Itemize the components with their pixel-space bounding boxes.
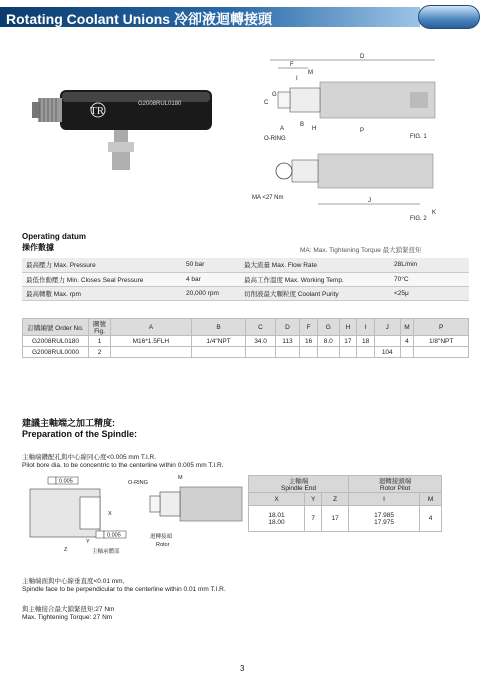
product-photo	[28, 78, 228, 178]
dim-label-p: P	[360, 128, 365, 134]
dim-label-a: A	[280, 126, 285, 132]
fig1-caption: FIG. 1	[410, 134, 427, 140]
rotor-label-zh: 迴轉接頭	[150, 534, 173, 540]
spindle-title-zh: 建議主軸端之加工精度:	[22, 418, 115, 428]
table-row: 18.01 18.00 7 17 17.985 17.975 4	[249, 506, 442, 532]
torque-note: MA: Max. Tightening Torque 最大鎖緊扭矩	[300, 247, 422, 254]
dim-label-y: Y	[86, 539, 90, 545]
oring-label-2: O-RING	[128, 480, 148, 486]
spindle-line2-en: Spindle face to be perpendicular to the centerline within 0.01 mm T.I.R.	[22, 586, 226, 593]
spindle-body-label: 主軸承體部	[92, 549, 120, 555]
spindle-line1-zh: 主軸端鑽配孔與中心線同心度<0.005 mm T.I.R.	[22, 454, 157, 461]
spindle-drawing	[20, 475, 245, 555]
brand-logo: TR	[90, 105, 105, 117]
table-row: 最高壓力 Max. Pressure 50 bar 最大流量 Max. Flow Rate 28L/min	[22, 258, 469, 272]
dim-label-j: J	[368, 198, 371, 204]
dim-label-b: B	[300, 122, 305, 128]
operating-title-zh: 操作數據	[22, 243, 54, 252]
dim-label-h: H	[312, 126, 317, 132]
product-label: G2008RUL0180	[138, 101, 182, 107]
dim-label-g: G	[272, 92, 277, 98]
tolerance-value-2: 0.005	[107, 532, 121, 539]
table-row: G2008RUL0180 1 M16*1.5FLH 1/4"NPT 34.0 113 16 8.0 17 18 4 1/8"NPT	[23, 336, 469, 347]
page-number: 3	[240, 664, 245, 673]
m-label: M	[178, 475, 183, 481]
spindle-line3-zh: 與主軸接合最大鎖緊扭矩:27 Nm	[22, 606, 115, 613]
page-header	[0, 4, 491, 30]
operating-table	[22, 258, 469, 301]
order-table	[22, 318, 469, 358]
table-row: 最低作動壓力 Min. Closes Seal Pressure 4 bar 最高工作溫度 Max. Working Temp. 70°C	[22, 272, 469, 286]
spindle-line2-zh: 主軸端面與中心線垂直度<0.01 mm,	[22, 578, 125, 585]
spindle-title-en: Preparation of the Spindle:	[22, 429, 138, 439]
dim-label-z: Z	[64, 547, 68, 553]
page-title: Rotating Coolant Unions 冷卻液迴轉接頭	[6, 11, 272, 27]
dim-label-k: K	[432, 210, 437, 216]
fig2-caption: FIG. 2	[410, 216, 427, 222]
table-row: G2008RUL0000 2 104	[23, 347, 469, 358]
dim-label-i: I	[296, 76, 298, 82]
table-header-row: 主軸端 Spindle End 迴轉接頭端 Rotor Pilot	[249, 476, 442, 493]
rotor-label-en: Rotor	[156, 542, 170, 548]
table-row: 最高轉數 Max. rpm 20,000 rpm 切削液最大顆粒度 Coolant Purity <25μ	[22, 286, 469, 300]
operating-title-en: Operating datum	[22, 232, 87, 241]
dim-label-x: X	[108, 511, 112, 517]
spindle-line3-en: Max. Tightening Torque: 27 Nm	[22, 614, 113, 621]
oring-label: O-RING	[264, 136, 286, 142]
dim-label-c: C	[264, 100, 269, 106]
ma-label: MA <27 Nm	[252, 195, 284, 201]
dim-label-d: D	[360, 54, 365, 60]
dim-label-m: M	[308, 70, 313, 76]
header-cap-decoration	[418, 5, 480, 29]
table-header-row: 訂購編號 Order No. 圖號 Fig. A B C D F G H I J M P	[23, 319, 469, 336]
dimension-drawings	[250, 52, 450, 222]
spindle-line1-en: Pilot bore dia. to be concentric to the centerline within 0.005 mm T.I.R.	[22, 462, 224, 469]
table-header-row: X Y Z I M	[249, 493, 442, 506]
spindle-dimension-table	[248, 475, 442, 532]
dim-label-f: F	[290, 62, 294, 68]
tolerance-value-1: 0.005	[59, 478, 73, 485]
